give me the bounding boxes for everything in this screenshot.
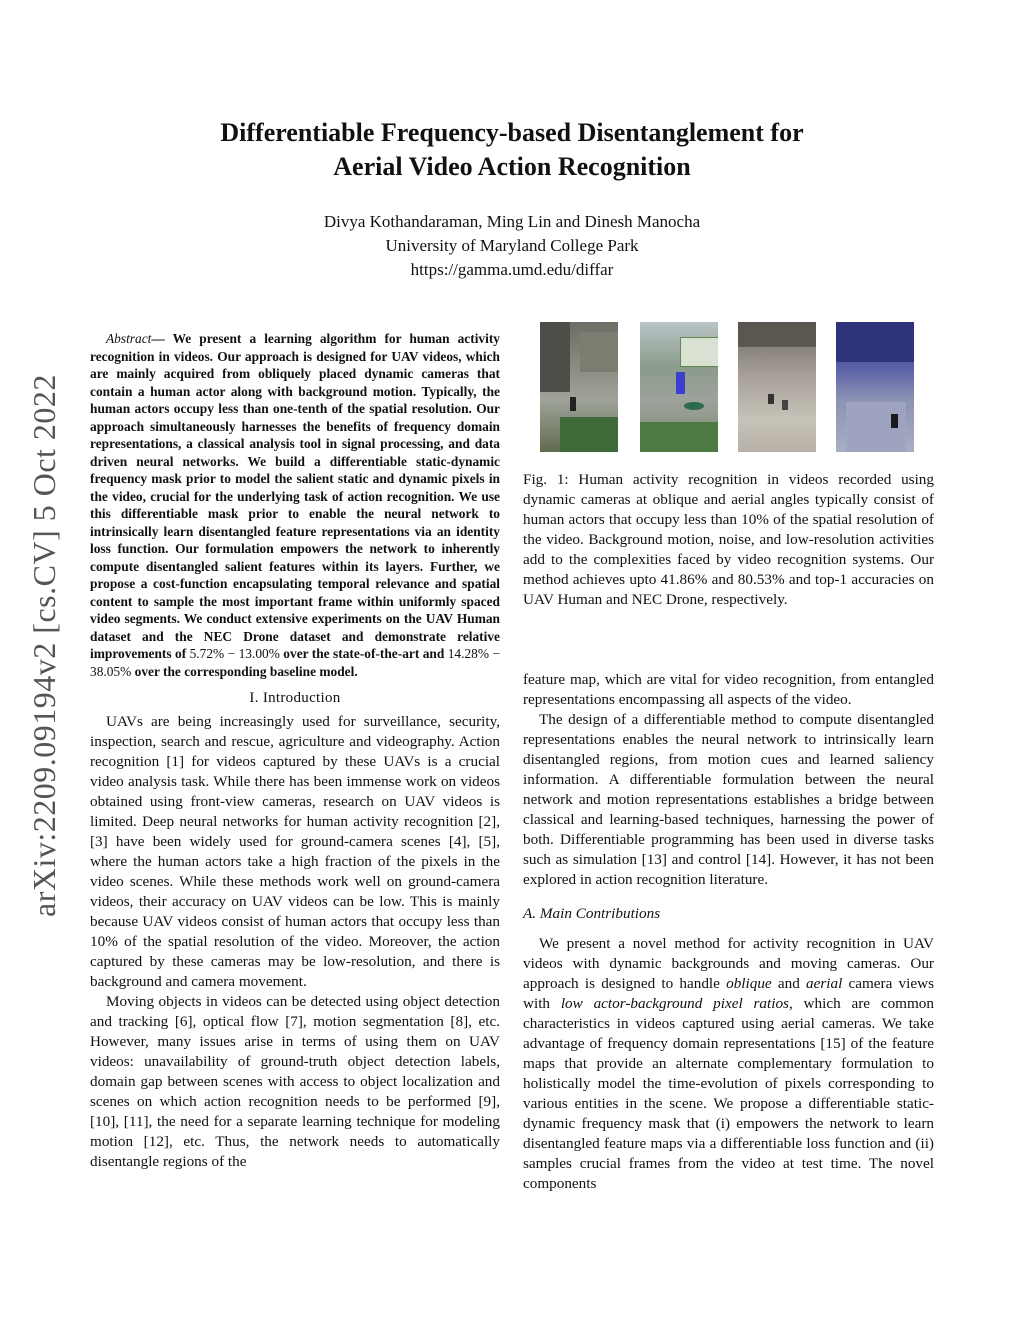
figure-frame-3 bbox=[738, 322, 816, 452]
introduction-heading: I. Introduction bbox=[249, 690, 341, 706]
figure-caption-text: Fig. 1: Human activity recognition in videos recorded using dynamic cameras at oblique and aerial angles typically consist of human actors that occupy less than 10% of the spatial resolution of the video. Background motion, noise, and low-resolution activities add to the complexities faced by video recognition systems. Our method achieves upto 41.86% and 80.53% and top-1 accuracies on UAV Human and NEC Drone, respectively. bbox=[523, 471, 934, 608]
abstract-label: Abstract bbox=[106, 331, 152, 346]
introduction-para-2: Moving objects in videos can be detected using object detection and tracking [6], optical flow [7], motion segmentation [8], etc. However, many issues arise in terms of using them on UAV videos: unavailability of ground-truth object detection labels, domain gap between scenes with access to object localization and scenes on which action recognition needs to be performed [9], [10], [11], the need for a separate learning technique for modeling motion [12], etc. Thus, the network needs to automatically disentangle regions of the bbox=[90, 993, 500, 1170]
title-line-2: Aerial Video Action Recognition bbox=[333, 152, 691, 181]
paper-title bbox=[100, 116, 924, 184]
right-para-1: feature map, which are vital for video recognition, from entangled representations encompassing all aspects of the video. bbox=[523, 671, 934, 708]
right-para-3-a: We present a novel method for activity recognition in UAV videos with dynamic backgrounds and moving cameras. Our approach is designed to handle bbox=[523, 935, 934, 992]
abstract-math-2: 14.28% − 38.05% bbox=[90, 646, 500, 679]
right-para-3-c: camera views with bbox=[523, 975, 934, 1012]
right-column-body bbox=[523, 670, 934, 1194]
project-url[interactable]: https://gamma.umd.edu/diffar bbox=[410, 260, 614, 279]
author-block bbox=[100, 210, 924, 282]
figure-1-images bbox=[540, 322, 932, 452]
main-contributions-heading: A. Main Contributions bbox=[523, 905, 661, 922]
arxiv-identifier bbox=[24, 360, 64, 930]
right-para-3-em-ratio: low actor-background pixel ratios bbox=[560, 995, 789, 1012]
author-affiliation: University of Maryland College Park bbox=[385, 236, 639, 255]
abstract-text-1: We present a learning algorithm for human activity recognition in videos. Our approach is designed for UAV videos, which are mainly acquired from obliquely placed dynamic cameras that contain a human actor along with background motion. Typically, the human actors occupy less than one-tenth of the spatial resolution. Our approach simultaneously harnesses the benefits of frequency domain representations, a classical analysis tool in signal processing, and data driven neural networks. We build a differentiable static-dynamic frequency mask prior to model the salient static and dynamic pixels in the video, crucial for the underlying task of action recognition. We use this differentiable mask prior to enable the neural network to intrinsically learn disentangled feature representations via an identity loss function. Our formulation empowers the network to inherently compute disentangled salient features within its layers. Further, we propose a cost-function encapsulating temporal relevance and spatial content to sample the most important frame within uniformly spaced video segments. We conduct extensive experiments on the UAV Human dataset and the NEC Drone dataset and demonstrate relative improvements of bbox=[90, 331, 500, 661]
introduction-para-1: UAVs are being increasingly used for surveillance, security, inspection, search and rescue, agriculture and videography. Action recognition [1] for videos captured by these UAVs is a crucial video analysis task. While there has been immense work on videos obtained using front-view cameras, research on UAV videos is limited. Deep neural networks for human activity recognition [2], [3] have been widely used for ground-camera scenes [4], [5], where the human actors take a high fraction of the pixels in the video scenes. While these methods work well on ground-camera videos, their accuracy on UAV videos can be low. This is mainly because UAV videos consist of human actors that occupy less than 10% of the spatial resolution of the video. Moreover, the action captured by these cameras may be low-resolution, and there is background and camera movement. bbox=[90, 713, 500, 990]
abstract-text-3: over the corresponding baseline model. bbox=[131, 663, 358, 679]
introduction-section bbox=[90, 688, 500, 1172]
abstract-dash: — bbox=[151, 331, 173, 346]
author-names: Divya Kothandaraman, Ming Lin and Dinesh Manocha bbox=[323, 212, 701, 231]
figure-1-caption bbox=[523, 470, 934, 610]
arxiv-identifier-text: arXiv:2209.09194v2 [cs.CV] 5 Oct 2022 bbox=[25, 373, 62, 917]
right-para-2: The design of a differentiable method to compute disentangled representations enables the neural network to intrinsically learn disentangled regions, from motion cues and learned saliency information. A differentiable formulation between the neural network and motion representations establishes a bridge between classical and learning-based techniques, harnessing the power of both. Differentiable programming has been used in diverse tasks such as simulation [13] and control [14]. However, it has not been explored in action recognition literature. bbox=[523, 711, 934, 888]
right-para-3 bbox=[523, 934, 934, 1194]
right-para-3-d: , which are common characteristics in videos captured using aerial cameras. We take advantage of frequency domain representations [15] of the feature maps that provide an alternate complementary formulation to holistically model the time-evolution of pixels corresponding to various entities in the scene. We propose a differentiable static-dynamic frequency mask that (i) empowers the network to learn disentangled feature maps via a differentiable loss function and (ii) samples crucial frames from the video at test time. The novel components bbox=[523, 995, 934, 1192]
figure-frame-4 bbox=[836, 322, 914, 452]
figure-frame-2 bbox=[640, 322, 718, 452]
abstract-math-1: 5.72% − 13.00% bbox=[189, 646, 280, 661]
right-para-3-em-aerial: aerial bbox=[806, 975, 843, 992]
title-line-1: Differentiable Frequency-based Disentanglement for bbox=[220, 118, 804, 147]
abstract-text-2: over the state-of-the-art and bbox=[279, 646, 448, 661]
right-para-3-b: and bbox=[771, 975, 807, 992]
abstract bbox=[90, 330, 500, 1172]
figure-frame-1 bbox=[540, 322, 618, 452]
right-para-3-em-oblique: oblique bbox=[726, 975, 772, 992]
